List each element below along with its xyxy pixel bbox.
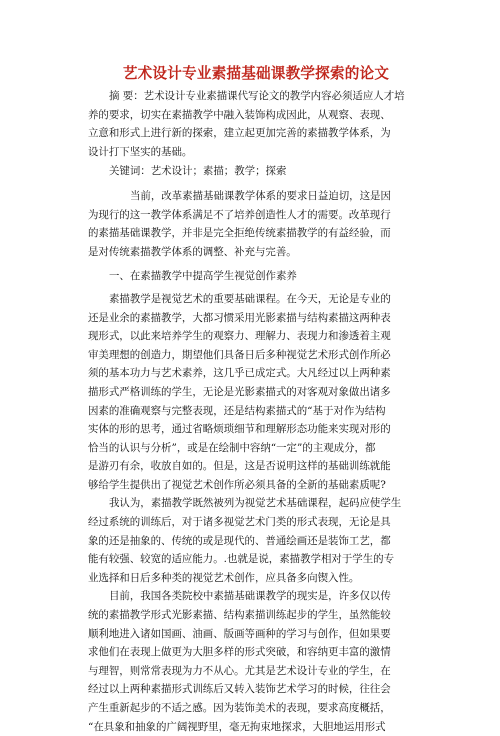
intro-paragraph: [88, 187, 424, 261]
body-line: 因素的准确观察与完整表现，还是结构素描式的“基于对作为结构: [88, 404, 386, 417]
body-line: 目前，我国各类院校中素描基础课教学的现实是，许多仅以传: [109, 590, 391, 603]
body-line: 是游刃有余，收放自如的。但是，这是否说明这样的基础训练就能: [88, 460, 391, 473]
body-line: 须的基本功力与艺术素养，这几乎已成定式。大凡经过以上两种素: [88, 367, 391, 380]
keywords-line: 关键词：艺术设计；素描；教学；探索: [109, 165, 287, 178]
body-line: 能有较强、较宽的适应能力。.也就是说，素描教学相对于学生的专: [88, 553, 395, 566]
abstract-line: 摘 要：艺术设计专业素描课代写论文的教学内容必须适应人才培: [109, 90, 405, 102]
body-line: 顺利地进入诸如国画、油画、版画等画种的学习与创作，但如果要: [88, 627, 391, 640]
section-heading: 一、在素描教学中提高学生视觉创作素养: [109, 270, 297, 283]
body-line: 我认为，素描教学既然被列为视觉艺术基础课程，起码应使学生: [109, 497, 402, 510]
body-line: 象的还是抽象的、传统的或是现代的、普通绘画还是装饰工艺，都: [88, 534, 391, 547]
body-line: 还是业余的素描教学，大都习惯采用光影素描与结构素描这两种表: [88, 311, 391, 324]
body-line: 审美理想的创造力，期望他们具备日后多种视觉艺术形式创作所必: [88, 348, 391, 361]
body-paragraph-2: [88, 494, 424, 587]
body-line: 实体的形的思考，通过省略烦琐细节和理解形态功能来实现对形的: [88, 423, 391, 436]
body-line: 经过以上两种素描形式训练后又转入装饰艺术学习的时候，往往会: [88, 683, 391, 696]
body-line: 素描教学是视觉艺术的重要基础课程。在今天，无论是专业的: [109, 292, 391, 305]
body-paragraph-1: [88, 290, 424, 495]
body-line: 恰当的认识与分析”，或是在绘制中容纳“一定”的主观成分，都: [88, 441, 376, 454]
body-line: 业选择和日后多种类的视觉艺术创作，应具备多向锲入性。: [88, 571, 360, 584]
body-line: 够给学生提供出了视觉艺术创作所必须具备的全新的基础素质呢?: [88, 478, 386, 491]
body-line: 现形式，以此来培养学生的观察力、理解力、表现力和渗透着主观: [88, 330, 391, 343]
intro-line: 当前，改革素描基础课教学体系的要求日益迫切，这是因: [130, 189, 391, 202]
body-line: 经过系统的训练后，对于诸多视觉艺术门类的形式表现，无论是具: [88, 516, 391, 529]
intro-line: 是对传统素描教学体系的调整、补充与完善。: [88, 245, 297, 258]
body-paragraph-3: [88, 587, 424, 736]
body-line: 描形式严格训练的学生，无论是光影素描式的对客观对象做出诸多: [88, 385, 391, 398]
keywords: [88, 162, 424, 181]
abstract-line: 设计打下坚实的基础。: [88, 145, 193, 158]
body-line: 与理智，则常常表现为力不从心。尤其是艺术设计专业的学生，在: [88, 664, 391, 677]
body-line: “在具象和抽象的广阔视野里，毫无拘束地探求，大胆地运用形式: [88, 720, 386, 733]
abstract-line: 立意和形式上进行新的探索，建立起更加完善的素描教学体系，为: [88, 127, 391, 140]
body-line: 求他们在表现上做更为大胆多样的形式突破，和容纳更丰富的激情: [88, 646, 391, 659]
paper-title: 艺术设计专业素描基础课教学探索的论文: [122, 65, 390, 82]
abstract: [88, 87, 424, 161]
body-line: 产生重新起步的不适之感。因为装饰美术的表现，要求高度概括，: [88, 702, 391, 714]
intro-line: 为现行的这一教学体系满足不了培养创造性人才的需要。改革现行: [88, 208, 391, 221]
intro-line: 的素描基础课教学，并非是完全拒绝传统素描教学的有益经验，而: [88, 227, 391, 240]
abstract-line: 养的要求，切实在素描教学中融入装饰构成因此，从观察、表现、: [88, 108, 391, 121]
document-page: [88, 62, 424, 736]
body-line: 统的素描教学形式光影素描、结构素描训练起步的学生，虽然能较: [88, 609, 391, 622]
